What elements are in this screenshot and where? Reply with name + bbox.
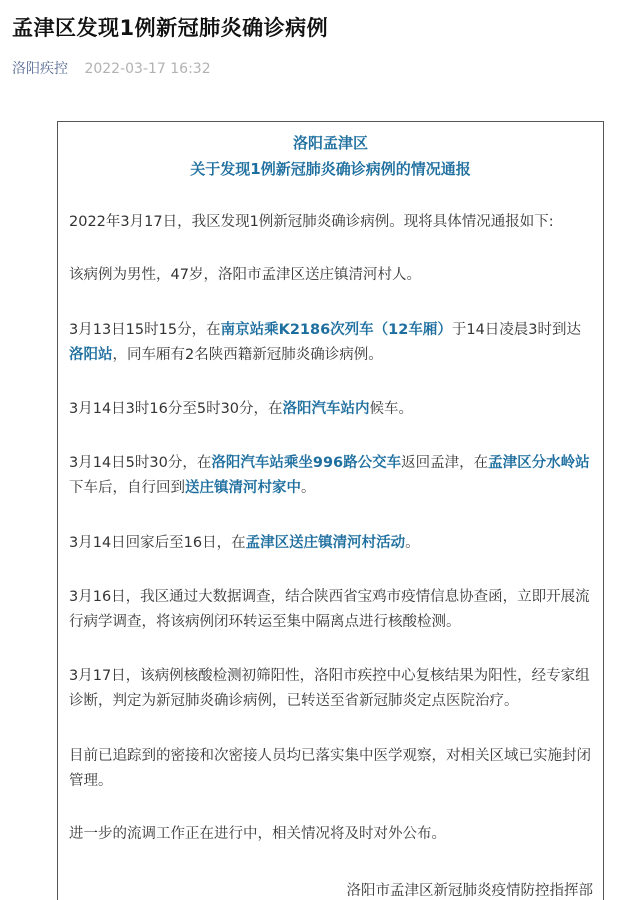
paragraph [69,585,595,635]
paragraph [69,397,595,422]
paragraph-text: 下车后，自行回到 [69,480,185,496]
highlighted-text: 南京站乘K2186次列车（12车厢） [220,322,452,338]
paragraph-text: 2022年3月17日，我区发现1例新冠肺炎确诊病例。现将具体情况通报如下: [69,214,554,230]
paragraph-text: 。 [301,480,316,496]
paragraph [69,664,595,714]
highlighted-text: 洛阳汽车站乘坐996路公交车 [211,455,402,471]
paragraph [69,210,595,235]
highlighted-text: 洛阳站 [69,347,113,363]
highlighted-text: 送庄镇清河村家中 [185,480,301,496]
paragraph-text: 3月13日15时15分，在 [69,322,221,338]
paragraph-text: 3月14日回家后至16日，在 [69,535,246,551]
publish-date: 2022-03-17 16:32 [84,61,211,77]
paragraph [69,822,595,847]
paragraph [69,263,595,288]
paragraph-text: 于14日凌晨3时到达 [451,322,582,338]
paragraph-text: 3月14日5时30分，在 [69,455,212,471]
highlighted-text: 孟津区分水岭站 [488,455,590,471]
paragraph-text: 3月14日3时16分至5时30分，在 [69,401,283,417]
paragraph [69,318,595,368]
notice-heading-line1: 洛阳孟津区 [292,134,368,152]
article-title: 孟津区发现1例新冠肺炎确诊病例 [12,16,329,40]
paragraph-text: 返回孟津，在 [401,455,489,471]
paragraph-text: 3月16日，我区通过大数据调查，结合陕西省宝鸡市疫情信息协查函，立即开展流行病学调查，将该病例闭环转运至集中隔离点进行核酸检测。 [69,589,590,630]
paragraph [69,744,595,794]
paragraph [69,451,595,501]
notice-heading-line2: 关于发现1例新冠肺炎确诊病例的情况通报 [190,160,471,178]
paragraph-text: 候车。 [369,401,414,417]
notice-heading [58,130,603,182]
notice-signature: 洛阳市孟津区新冠肺炎疫情防控指挥部 [346,883,593,899]
paragraph-text: 3月17日，该病例核酸检测初筛阳性，洛阳市疾控中心复核结果为阳性，经专家组诊断，判定为新冠肺炎确诊病例，已转送至省新冠肺炎定点医院治疗。 [69,668,590,709]
highlighted-text: 孟津区送庄镇清河村活动 [245,535,406,551]
paragraph-text: ，同车厢有2名陕西籍新冠肺炎确诊病例。 [112,347,383,363]
paragraph-text: 。 [405,535,420,551]
article-meta [12,58,211,78]
notice-box [57,121,604,900]
account-name-link[interactable]: 洛阳疾控 [12,61,68,77]
paragraph [69,531,595,556]
paragraph-text: 该病例为男性，47岁，洛阳市孟津区送庄镇清河村人。 [69,267,421,283]
paragraph-text: 进一步的流调工作正在进行中，相关情况将及时对外公布。 [69,826,446,842]
highlighted-text: 洛阳汽车站内 [282,401,370,417]
paragraph-text: 目前已追踪到的密接和次密接人员均已落实集中医学观察，对相关区域已实施封闭管理。 [69,748,591,789]
